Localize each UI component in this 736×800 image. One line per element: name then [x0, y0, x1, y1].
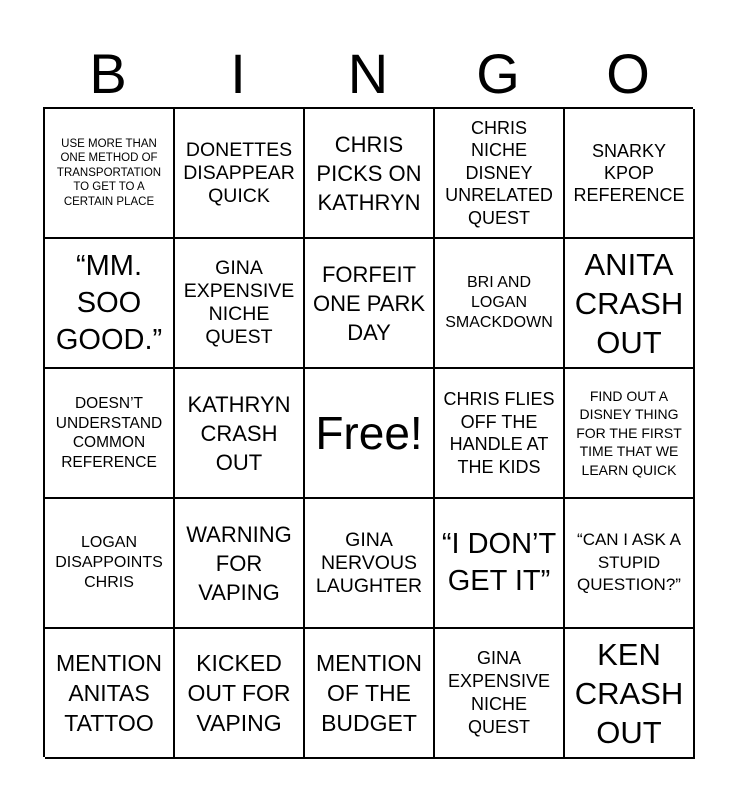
cell-label: KEN CRASH OUT — [574, 636, 684, 750]
bingo-cell-r1-c3[interactable] — [305, 109, 435, 239]
bingo-cell-r4-c5[interactable] — [565, 499, 695, 629]
cell-label: SNARKY KPOP REFERENCE — [573, 141, 685, 205]
bingo-cell-r4-c2[interactable] — [175, 499, 305, 629]
bingo-cell-r5-c2[interactable] — [175, 629, 305, 759]
cell-label: “CAN I ASK A STUPID QUESTION?” — [577, 530, 681, 595]
cell-label: FORFEIT ONE PARK DAY — [312, 261, 426, 345]
bingo-cell-r2-c3[interactable] — [305, 239, 435, 369]
cell-label: GINA NERVOUS LAUGHTER — [315, 528, 423, 597]
bingo-grid — [43, 107, 693, 757]
free-space-label: Free! — [315, 407, 423, 459]
bingo-cell-r2-c2[interactable] — [175, 239, 305, 369]
header-letter-n: N — [347, 42, 389, 105]
cell-label: CHRIS PICKS ON KATHRYN — [316, 131, 422, 215]
header-letter-g: G — [476, 42, 520, 105]
bingo-cell-r5-c3[interactable] — [305, 629, 435, 759]
cell-label: KATHRYN CRASH OUT — [187, 391, 291, 475]
bingo-cell-r4-c3[interactable] — [305, 499, 435, 629]
cell-label: USE MORE THAN ONE METHOD OF TRANSPORTATION TO GET TO A CERTAIN PLACE — [56, 137, 162, 208]
header-letter-o: O — [606, 42, 650, 105]
bingo-cell-r2-c4[interactable] — [435, 239, 565, 369]
bingo-cell-r3-c1[interactable] — [45, 369, 175, 499]
cell-label: CHRIS NICHE DISNEY UNRELATED QUEST — [445, 117, 553, 228]
cell-label: DONETTES DISAPPEAR QUICK — [183, 138, 295, 207]
cell-label: FIND OUT A DISNEY THING FOR THE FIRST TIME THAT WE LEARN QUICK — [576, 387, 682, 478]
bingo-cell-r5-c4[interactable] — [435, 629, 565, 759]
bingo-cell-r1-c5[interactable] — [565, 109, 695, 239]
bingo-cell-r2-c5[interactable] — [565, 239, 695, 369]
bingo-header — [43, 40, 693, 108]
cell-label: GINA EXPENSIVE NICHE QUEST — [447, 648, 551, 737]
bingo-cell-r4-c4[interactable] — [435, 499, 565, 629]
bingo-cell-r4-c1[interactable] — [45, 499, 175, 629]
cell-label: CHRIS FLIES OFF THE HANDLE AT THE KIDS — [443, 389, 555, 477]
bingo-cell-r1-c1[interactable] — [45, 109, 175, 239]
bingo-cell-r5-c5[interactable] — [565, 629, 695, 759]
cell-label: DOESN’T UNDERSTAND COMMON REFERENCE — [55, 395, 163, 471]
bingo-cell-r3-c5[interactable] — [565, 369, 695, 499]
cell-label: WARNING FOR VAPING — [186, 521, 292, 605]
bingo-cell-r2-c1[interactable] — [45, 239, 175, 369]
cell-label: MENTION ANITAS TATTOO — [55, 650, 163, 736]
cell-label: ANITA CRASH OUT — [574, 246, 684, 360]
cell-label: KICKED OUT FOR VAPING — [187, 650, 291, 736]
cell-label: LOGAN DISAPPOINTS CHRIS — [55, 534, 163, 591]
bingo-cell-r5-c1[interactable] — [45, 629, 175, 759]
cell-label: GINA EXPENSIVE NICHE QUEST — [183, 257, 295, 348]
header-letter-i: I — [230, 42, 246, 105]
bingo-cell-r3-c3[interactable] — [305, 369, 435, 499]
bingo-cell-r3-c4[interactable] — [435, 369, 565, 499]
cell-label: “I DON’T GET IT” — [441, 528, 557, 597]
header-letter-b: B — [89, 42, 127, 105]
bingo-cell-r3-c2[interactable] — [175, 369, 305, 499]
bingo-cell-r1-c2[interactable] — [175, 109, 305, 239]
cell-label: MENTION OF THE BUDGET — [315, 650, 423, 736]
bingo-cell-r1-c4[interactable] — [435, 109, 565, 239]
cell-label: “MM. SOO GOOD.” — [55, 249, 163, 356]
cell-label: BRI AND LOGAN SMACKDOWN — [445, 274, 553, 331]
